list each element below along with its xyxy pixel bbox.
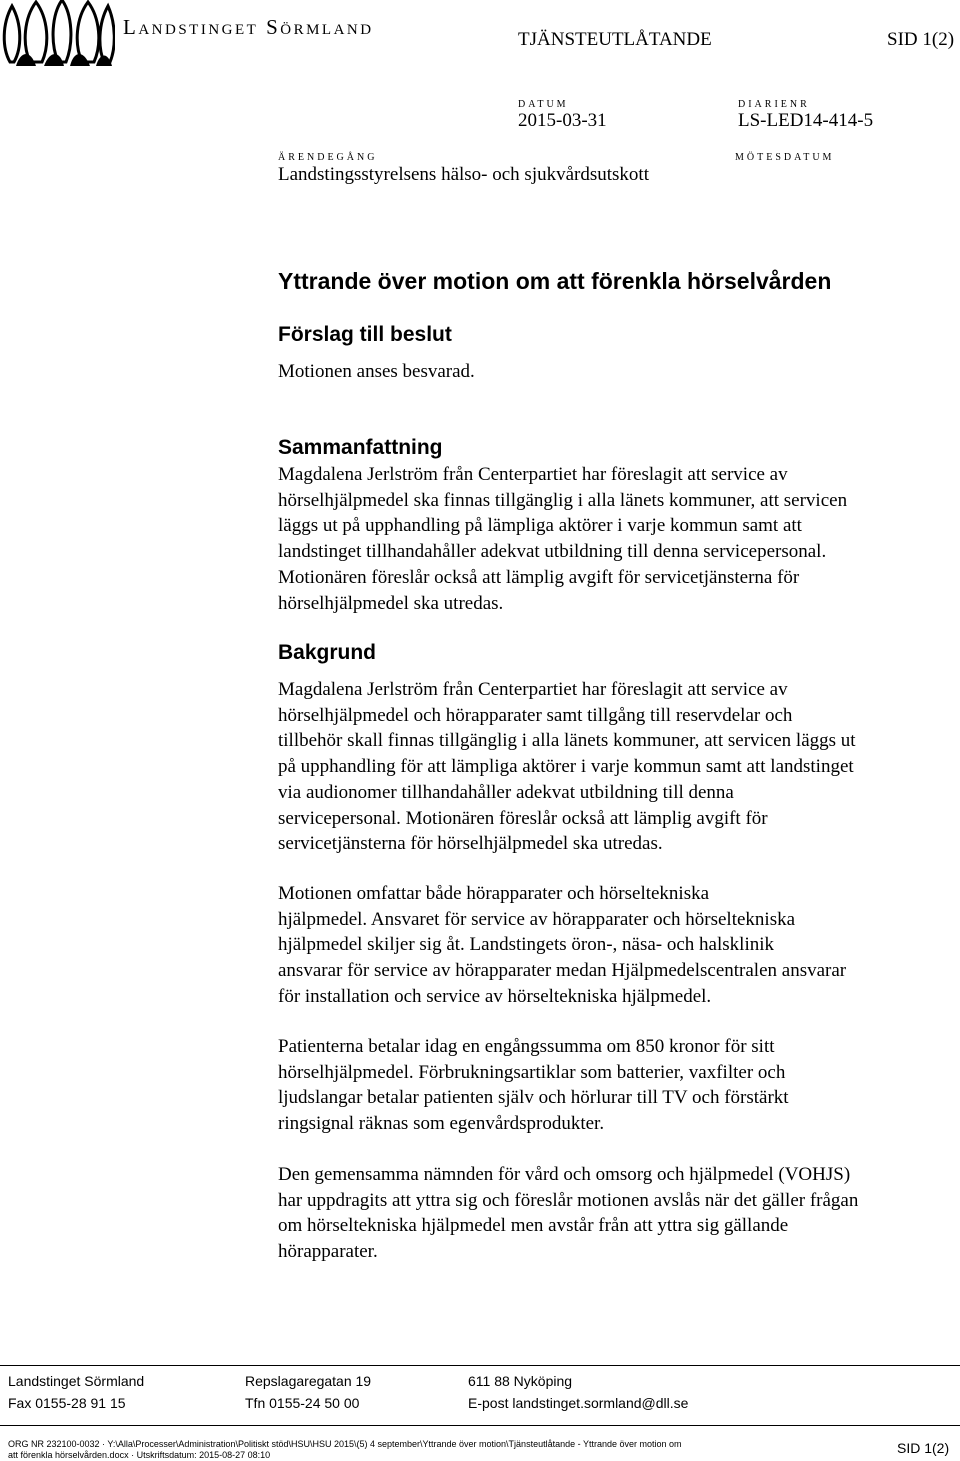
footer-address: Repslagaregatan 19 xyxy=(245,1373,372,1389)
paragraph-line: Patienterna betalar idag en engångssumma om 850 kronor för sitt xyxy=(278,1036,775,1057)
summary-line: läggs ut på upphandling på lämpliga aktörer i varje kommun samt att xyxy=(278,515,802,537)
paragraph-line: Den gemensamma nämnden för vård och omsorg och hjälpmedel (VOHJS) xyxy=(278,1164,851,1185)
ref-value: LS-LED14-414-5 xyxy=(738,110,874,131)
summary-line: hörselhjälpmedel ska utredas. xyxy=(278,592,504,614)
paragraph-line: på upphandling för att lämpliga aktörer i varje kommun samt att landstinget xyxy=(278,756,854,778)
paragraph-line: hörselhjälpmedel och hörapparater samt tillgång till reservdelar och xyxy=(278,704,793,726)
summary-text xyxy=(278,462,847,616)
paragraph-line: via audionomer tillhandahåller adekvat utbildning till denna xyxy=(278,781,734,803)
paragraph-line: servicepersonal. Motionären föreslår också att lämplig avgift för xyxy=(278,807,768,829)
paragraph-line: ringsignal räknas som egenvårdsprodukter. xyxy=(278,1113,605,1135)
tulip-logo-icon xyxy=(0,0,115,68)
paragraph-line: servicetjänsterna för hörselhjälpmedel ska utredas. xyxy=(278,833,663,855)
logo-emblem xyxy=(0,0,115,68)
proposal-text: Motionen anses besvarad. xyxy=(278,361,475,382)
footer-email: E-post landstinget.sormland@dll.se xyxy=(468,1395,689,1411)
ref-label: DIARIENR xyxy=(738,99,810,110)
date-label: DATUM xyxy=(518,99,569,110)
footer-page-indicator: SID 1(2) xyxy=(897,1440,950,1456)
footer-path-line-2: att förenkla hörselvården.docx · Utskriftsdatum: 2015-08-27 08:10 xyxy=(8,1450,271,1460)
paragraph-line: om hörseltekniska hjälpmedel men avstår från att yttra sig gällande xyxy=(278,1215,789,1237)
paragraph-line: hjälpmedel. Ansvaret för service av hörapparater och hörseltekniska xyxy=(278,908,796,930)
summary-line: landstinget tillhandahåller adekvat utbildning till denna servicepersonal. xyxy=(278,541,827,563)
date-value: 2015-03-31 xyxy=(518,110,607,131)
background-paragraph-3 xyxy=(278,1034,789,1137)
meeting-date-label: MÖTESDATUM xyxy=(735,152,835,163)
paragraph-line: hjälpmedel skiljer sig åt. Landstingets öron-, näsa- och halsklinik xyxy=(278,934,775,956)
paragraph-line: hörselhjälpmedel. Förbrukningsartiklar som batterier, vaxfilter och xyxy=(278,1061,786,1083)
footer-postal: 611 88 Nyköping xyxy=(468,1373,573,1389)
proposal-heading: Förslag till beslut xyxy=(278,323,452,346)
footer-fax: Fax 0155-28 91 15 xyxy=(8,1395,126,1411)
background-paragraph-1 xyxy=(278,677,856,857)
summary-line: Motionären föreslår också att lämplig avgift för servicetjänsterna för xyxy=(278,566,800,588)
background-heading: Bakgrund xyxy=(278,641,377,664)
footer-phone: Tfn 0155-24 50 00 xyxy=(245,1395,360,1411)
document-type: TJÄNSTEUTLÅTANDE xyxy=(518,29,712,50)
summary-heading: Sammanfattning xyxy=(278,436,443,459)
paragraph-line: har uppdragits att yttra sig och föreslår motionen avslås när det gäller frågan xyxy=(278,1189,859,1211)
route-label: ÄRENDEGÅNG xyxy=(278,152,378,163)
organization-name: Landstinget Sörmland xyxy=(123,15,374,39)
paragraph-line: tillbehör skall finnas tillgänglig i alla länets kommuner, att servicen läggs ut xyxy=(278,730,856,752)
paragraph-line: för installation och service av hörseltekniska hjälpmedel. xyxy=(278,985,712,1007)
paragraph-line: hörapparater. xyxy=(278,1241,378,1263)
background-paragraph-4 xyxy=(278,1162,858,1265)
paragraph-line: Motionen omfattar både hörapparater och hörseltekniska xyxy=(278,883,710,904)
footer-divider xyxy=(0,1365,960,1366)
background-paragraph-2 xyxy=(278,881,846,1010)
route-value: Landstingsstyrelsens hälso- och sjukvårdsutskott xyxy=(278,164,649,185)
paragraph-line: Magdalena Jerlström från Centerpartiet har föreslagit att service av xyxy=(278,679,788,700)
summary-line: hörselhjälpmedel ska finnas tillgänglig i alla länets kommuner, att servicen xyxy=(278,489,848,511)
footer-path-line-1: ORG NR 232100-0032 · Y:\Alla\Processer\Administration\Politiskt stöd\HSU\HSU 2015\(5) 4 september\Yttrande över motion\Tjänsteutlåtande - Yttrande över motion om xyxy=(8,1439,682,1449)
footer-divider-bottom xyxy=(0,1425,960,1426)
paragraph-line: ansvarar för service av hörapparater medan Hjälpmedelscentralen ansvarar xyxy=(278,960,847,982)
document-title: Yttrande över motion om att förenkla hörselvården xyxy=(278,268,832,294)
summary-line: Magdalena Jerlström från Centerpartiet har föreslagit att service av xyxy=(278,464,788,485)
page-indicator: SID 1(2) xyxy=(887,29,955,50)
footer-org: Landstinget Sörmland xyxy=(8,1373,145,1389)
paragraph-line: ljudslangar betalar patienten själv och hörlurar till TV och förstärkt xyxy=(278,1087,789,1109)
